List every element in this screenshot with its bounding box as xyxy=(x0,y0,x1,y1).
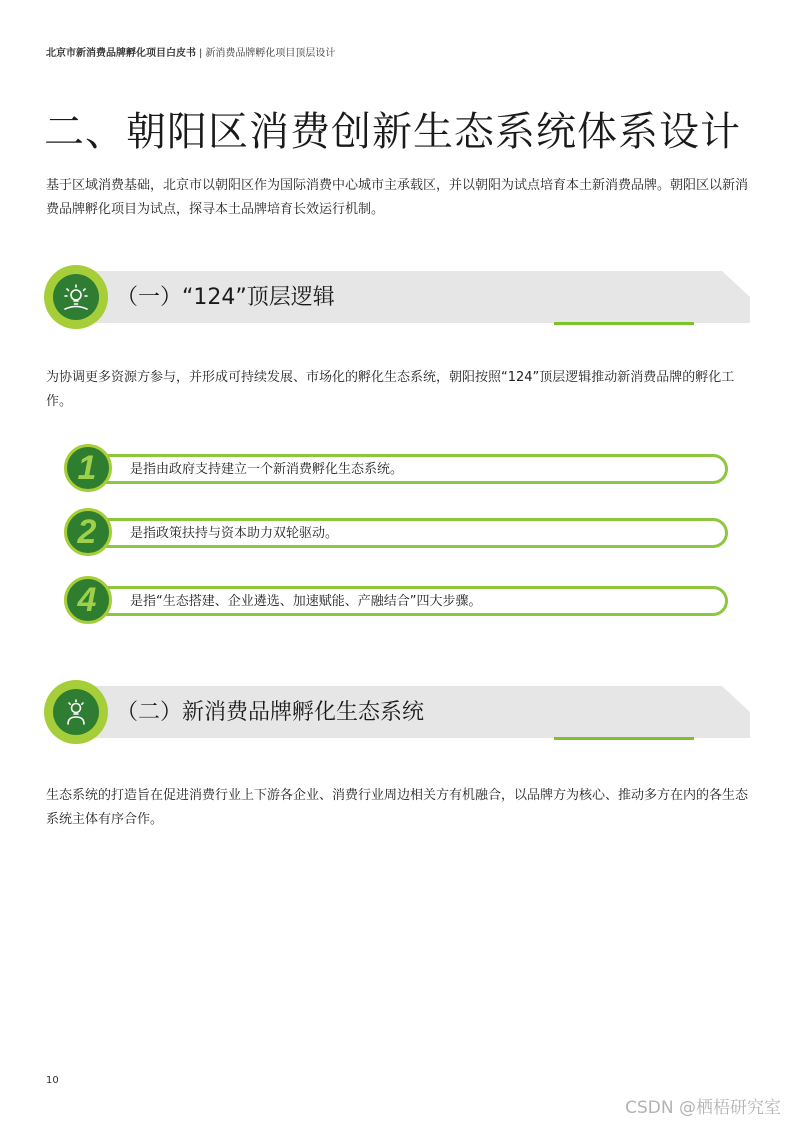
person-idea-icon xyxy=(53,689,99,735)
item-text: 是指政策扶持与资本助力双轮驱动。 xyxy=(130,526,339,541)
section1-paragraph: 为协调更多资源方参与，并形成可持续发展、市场化的孵化生态系统，朝阳按照“124”顶层逻辑推动新消费品牌的孵化工作。 xyxy=(46,370,735,409)
section-heading-text: （二）新消费品牌孵化生态系统 xyxy=(116,700,425,725)
item-number: 2 xyxy=(77,513,97,551)
number-badge xyxy=(64,508,112,556)
logic-item-4 xyxy=(64,576,728,624)
section-accent-line xyxy=(554,322,694,325)
chapter-title: 新消费品牌孵化项目顶层设计 xyxy=(205,48,336,59)
logic-item-2 xyxy=(64,508,728,556)
item-text: 是指“生态搭建、企业遴选、加速赋能、产融结合”四大步骤。 xyxy=(130,594,482,609)
item-number: 4 xyxy=(77,581,97,619)
number-badge xyxy=(64,576,112,624)
section-heading-text: （一）“124”顶层逻辑 xyxy=(116,285,335,310)
section-badge xyxy=(44,680,108,744)
intro-paragraph: 基于区域消费基础，北京市以朝阳区作为国际消费中心城市主承载区，并以朝阳为试点培育本土新消费品牌。朝阳区以新消费品牌孵化项目为试点，探寻本土品牌培育长效运行机制。 xyxy=(46,178,749,217)
item-text: 是指由政府支持建立一个新消费孵化生态系统。 xyxy=(130,462,404,477)
section-heading-1 xyxy=(44,265,750,329)
logic-item-1 xyxy=(64,444,728,492)
section2-paragraph: 生态系统的打造旨在促进消费行业上下游各企业、消费行业周边相关方有机融合，以品牌方为核心、推动多方在内的各生态系统主体有序合作。 xyxy=(46,788,749,827)
page-number: 10 xyxy=(46,1075,59,1086)
page-title: 二、朝阳区消费创新生态系统体系设计 xyxy=(44,109,741,155)
number-badge xyxy=(64,444,112,492)
running-header xyxy=(46,44,335,59)
item-number: 1 xyxy=(77,449,97,487)
section-heading-2 xyxy=(44,680,750,744)
publication-title: 北京市新消费品牌孵化项目白皮书 xyxy=(46,48,196,59)
section-accent-line xyxy=(554,737,694,740)
header-separator: | xyxy=(199,48,203,59)
watermark: CSDN @栖梧研究室 xyxy=(625,1098,781,1118)
section-badge xyxy=(44,265,108,329)
lightbulb-icon xyxy=(53,274,99,320)
